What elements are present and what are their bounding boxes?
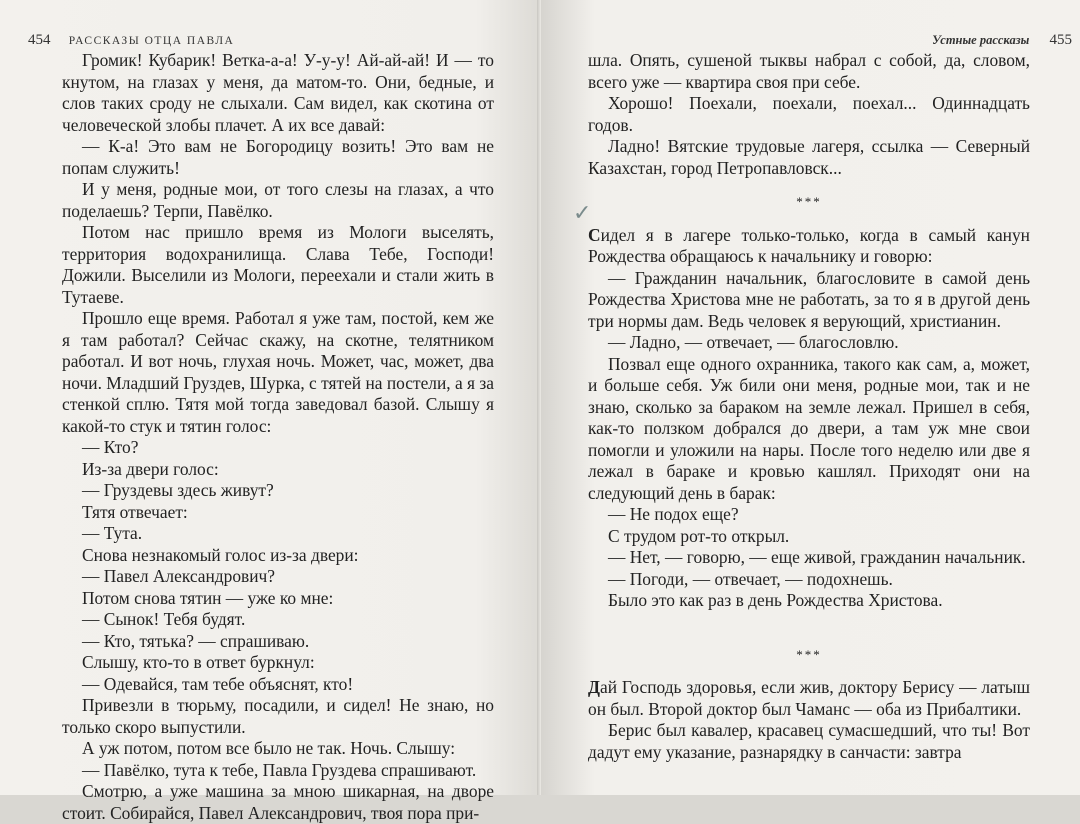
- paragraph: — К-а! Это вам не Богородицу возить! Это вам не попам служить!: [62, 136, 494, 178]
- paragraph: Прошло еще время. Работал я уже там, постой, кем же я там работал? Сейчас скажу, на скотне, телятником работал. И вот ночь, глухая ночь. Может, час, может, два ночи. Младший Груздев, Шурка, с тятей на постели, а я за стенкой сплю. Тятя мой тогда заведовал базой. Слышу я какой-то стук и тятин голос:: [62, 308, 494, 436]
- paragraph: — Погоди, — отвечает, — подохнешь.: [608, 568, 893, 589]
- paragraph: Смотрю, а уже машина за мною шикарная, на дворе стоит. Собирайся, Павел Александрович, твоя пора при-: [62, 781, 494, 823]
- paragraph: — Одевайся, там тебе объяснят, кто!: [82, 673, 354, 694]
- section-separator: ***: [796, 646, 822, 662]
- running-head: РАССКАЗЫ ОТЦА ПАВЛА: [68, 35, 235, 47]
- section-opening-paragraph: [588, 225, 1030, 268]
- running-head: Устные рассказы: [932, 33, 1030, 47]
- drop-cap: Д: [588, 677, 600, 697]
- paragraph: шла. Опять, сушеной тыквы набрал с собой, да, словом, всего уже — квартира своя при себе.: [588, 50, 1030, 92]
- paragraph: — Павёлко, тута к тебе, Павла Груздева спрашивают.: [82, 759, 477, 780]
- paragraph: — Тута.: [82, 523, 143, 543]
- pencil-checkmark-icon: ✓: [573, 200, 592, 225]
- paragraph: Снова незнакомый голос из-за двери:: [82, 544, 359, 565]
- paragraph: — Кто, тятька? — спрашиваю.: [82, 630, 310, 651]
- left-page-header: [28, 32, 234, 49]
- paragraph: Ладно! Вятские трудовые лагеря, ссылка — Северный Казахстан, город Петропавловск...: [588, 136, 1030, 178]
- paragraph: — Кто?: [82, 437, 139, 457]
- paragraph: Берис был кавалер, красавец сумасшедший, что ты! Вот дадут ему указание, разнарядку в санчасти: завтра: [588, 720, 1030, 762]
- left-page-body: [62, 50, 494, 824]
- paragraph: Позвал еще одного охранника, такого как сам, а, может, и больше себя. Уж били они меня, родные мои, так и не знаю, сколько за бараком на земле лежал. Пришел в себя, как-то ползком добрался до двери, а там уж мне свои помогли и уложили на нары. После того неделю или две я лежал в бараке и кровью кашлял. Приходят они на следующий день в барак:: [588, 353, 1030, 503]
- right-page-header: [932, 32, 1072, 49]
- paragraph: — Ладно, — отвечает, — благословлю.: [608, 332, 899, 352]
- paragraph: Громик! Кубарик! Ветка-а-а! У-у-у! Ай-ай-ай! И — то кнутом, на глазах у меня, да матом-то. Они, бедные, и слов таких сроду не слыхали. Сам видел, как скотина от человеческой злобы плачет. А их все давай:: [62, 50, 494, 135]
- section-continuation: [588, 50, 1030, 179]
- section-body: [588, 720, 1030, 763]
- drop-cap: С: [588, 224, 601, 245]
- section-separator: ***: [796, 194, 822, 209]
- right-page: [541, 0, 1080, 795]
- paragraph: — Нет, — говорю, — еще живой, гражданин начальник.: [608, 547, 1026, 567]
- paragraph: Хорошо! Поехали, поехали, поехал... Одиннадцать годов.: [588, 93, 1030, 135]
- paragraph: И у меня, родные мои, от того слезы на глазах, а что поделаешь? Терпи, Павёлко.: [62, 179, 494, 221]
- paragraph: Тятя отвечает:: [82, 501, 188, 522]
- paragraph: А уж потом, потом все было не так. Ночь. Слышу:: [82, 738, 456, 758]
- paragraph: — Не подох еще?: [608, 504, 739, 524]
- paragraph: Потом снова тятин — уже ко мне:: [82, 587, 334, 608]
- page-number: 455: [1049, 32, 1072, 48]
- paragraph: Потом нас пришло время из Мологи выселять, территория водохранилища. Слава Тебе, Господи! Дожили. Выселили из Мологи, переехали и стали жить в Тутаеве.: [62, 222, 494, 307]
- paragraph: — Гражданин начальник, благословите в самой день Рождества Христова мне не работать, за то я в другой день три нормы дам. Ведь человек я верующий, христианин.: [588, 267, 1030, 331]
- paragraph: Из-за двери голос:: [82, 458, 219, 479]
- paragraph: Было это как раз в день Рождества Христова.: [608, 590, 943, 610]
- paragraph: С трудом рот-то открыл.: [608, 525, 790, 546]
- paragraph: — Груздевы здесь живут?: [82, 480, 274, 500]
- paragraph-text: ай Господь здоровья, если жив, доктору Берису — латыш он был. Второй доктор был Чаманс — оба из Прибалтики.: [588, 677, 1030, 719]
- right-page-body: [588, 50, 1030, 763]
- paragraph: Привезли в тюрьму, посадили, и сидел! Не знаю, но только скоро выпустили.: [62, 695, 494, 737]
- section-body: [588, 268, 1030, 612]
- paragraph: — Павел Александрович?: [82, 566, 276, 586]
- page-number: 454: [28, 32, 51, 48]
- paragraph: — Сынок! Тебя будят.: [82, 609, 246, 629]
- paragraph-text: идел я в лагере только-только, когда в самый канун Рождества обращаюсь к начальнику и говорю:: [588, 224, 1030, 266]
- section-opening-paragraph: [588, 677, 1030, 720]
- paragraph: Слышу, кто-то в ответ буркнул:: [82, 652, 315, 672]
